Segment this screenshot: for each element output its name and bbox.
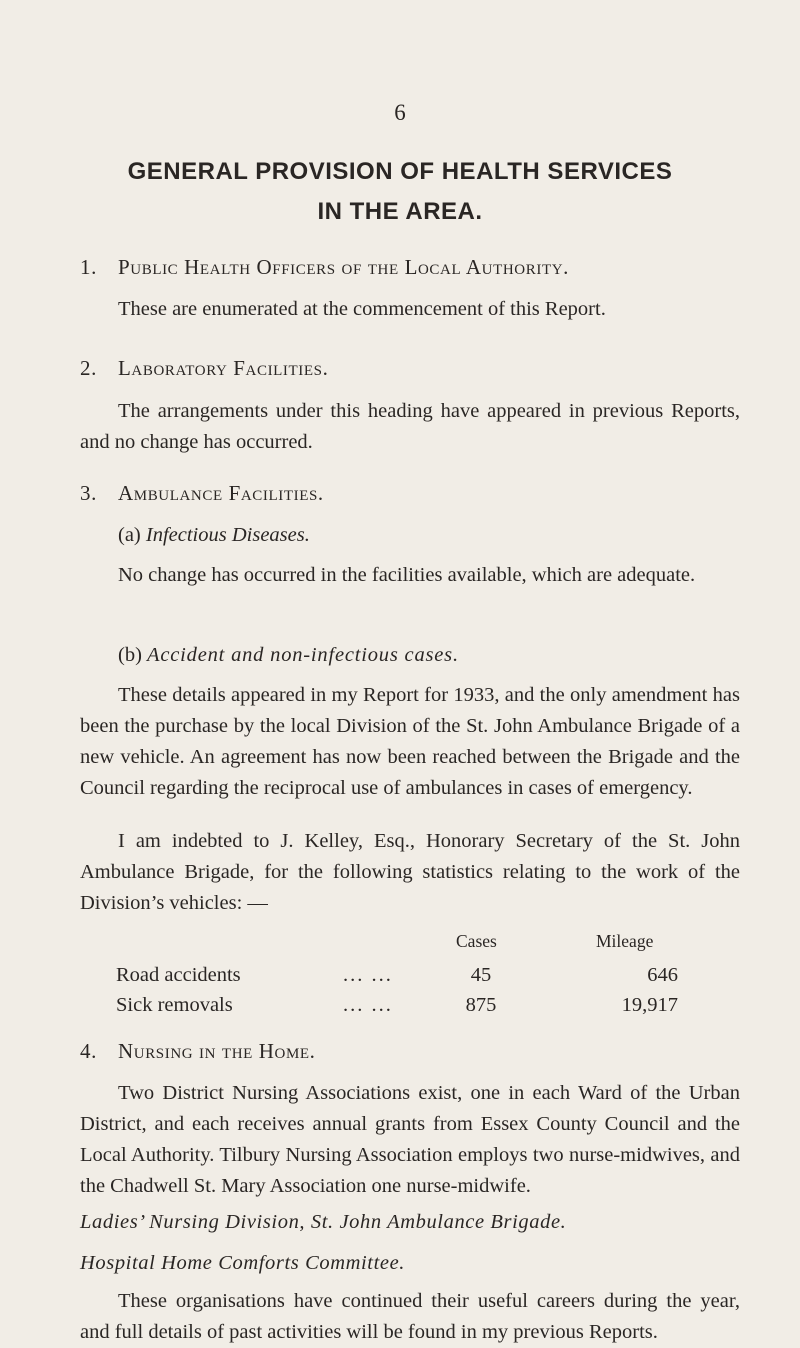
- subsection-a-heading: [80, 520, 778, 551]
- section-2-title: Laboratory Facilities.: [118, 356, 329, 380]
- row-label: Sick removals: [116, 994, 233, 1016]
- section-2-text: The arrangements under this heading have appeared in previous Reports, and no change has occurred.: [80, 400, 740, 453]
- hospital-committee-heading: Hospital Home Comforts Committee.: [80, 1252, 406, 1274]
- section-4-title: Nursing in the Home.: [118, 1039, 316, 1063]
- section-1-heading: [80, 252, 740, 283]
- table-row: [116, 964, 716, 992]
- closing-text: These organisations have continued their useful careers during the year, and full details of past activities will be found in my previous Reports.: [80, 1290, 740, 1343]
- mileage-value: 19,917: [621, 994, 678, 1016]
- column-header-mileage: Mileage: [596, 931, 654, 951]
- section-1-text: These are enumerated at the commencement of this Report.: [118, 298, 606, 320]
- page-number: 6: [394, 100, 406, 125]
- subsection-b-title: Accident and non-infectious cases.: [147, 644, 459, 666]
- page-subtitle: IN THE AREA.: [317, 198, 483, 225]
- section-4-text: Two District Nursing Associations exist, one in each Ward of the Urban District, and each receives annual grants from Essex County Council and the Local Authority. Tilbury Nursing Association employs two nurse-midwives, and the Chadwell St. Mary Association one nurse-midwife.: [80, 1082, 740, 1197]
- cases-value: 45: [470, 964, 492, 986]
- section-4-number: 4.: [80, 1039, 97, 1063]
- section-3-title: Ambulance Facilities.: [118, 481, 324, 505]
- subsection-a-label: (a): [118, 524, 141, 546]
- section-4-heading: [80, 1036, 740, 1067]
- section-1-title: Public Health Officers of the Local Authority.: [118, 255, 569, 279]
- table-row: [116, 994, 716, 1022]
- subsection-b-text: These details appeared in my Report for 1933, and the only amendment has been the purchase by the local Division of the St. John Ambulance Brigade of a new vehicle. An agreement has now been reached between the Brigade and the Council regarding the reciprocal use of ambulances in cases of emergency.: [80, 684, 740, 799]
- ladies-division-heading: Ladies’ Nursing Division, St. John Ambulance Brigade.: [80, 1211, 567, 1233]
- section-2-heading: [80, 353, 740, 384]
- section-2-number: 2.: [80, 356, 97, 380]
- section-3-heading: [80, 478, 740, 509]
- column-header-cases: Cases: [456, 931, 497, 951]
- cases-value: 875: [465, 994, 497, 1016]
- row-label: Road accidents: [116, 964, 241, 986]
- mileage-value: 646: [647, 964, 678, 986]
- subsection-b-heading: [80, 640, 778, 671]
- leader-dots: ... ...: [343, 994, 393, 1016]
- statistics-intro-text: I am indebted to J. Kelley, Esq., Honorary Secretary of the St. John Ambulance Brigade, for the following statistics relating to the work of the Division’s vehicles: —: [80, 830, 740, 914]
- section-1-number: 1.: [80, 255, 97, 279]
- subsection-b-label: (b): [118, 644, 142, 666]
- page-title: GENERAL PROVISION OF HEALTH SERVICES: [127, 158, 673, 185]
- subsection-a-text: No change has occurred in the facilities available, which are adequate.: [118, 564, 696, 586]
- section-3-number: 3.: [80, 481, 97, 505]
- leader-dots: ... ...: [343, 964, 393, 986]
- subsection-a-title: Infectious Diseases.: [145, 524, 310, 546]
